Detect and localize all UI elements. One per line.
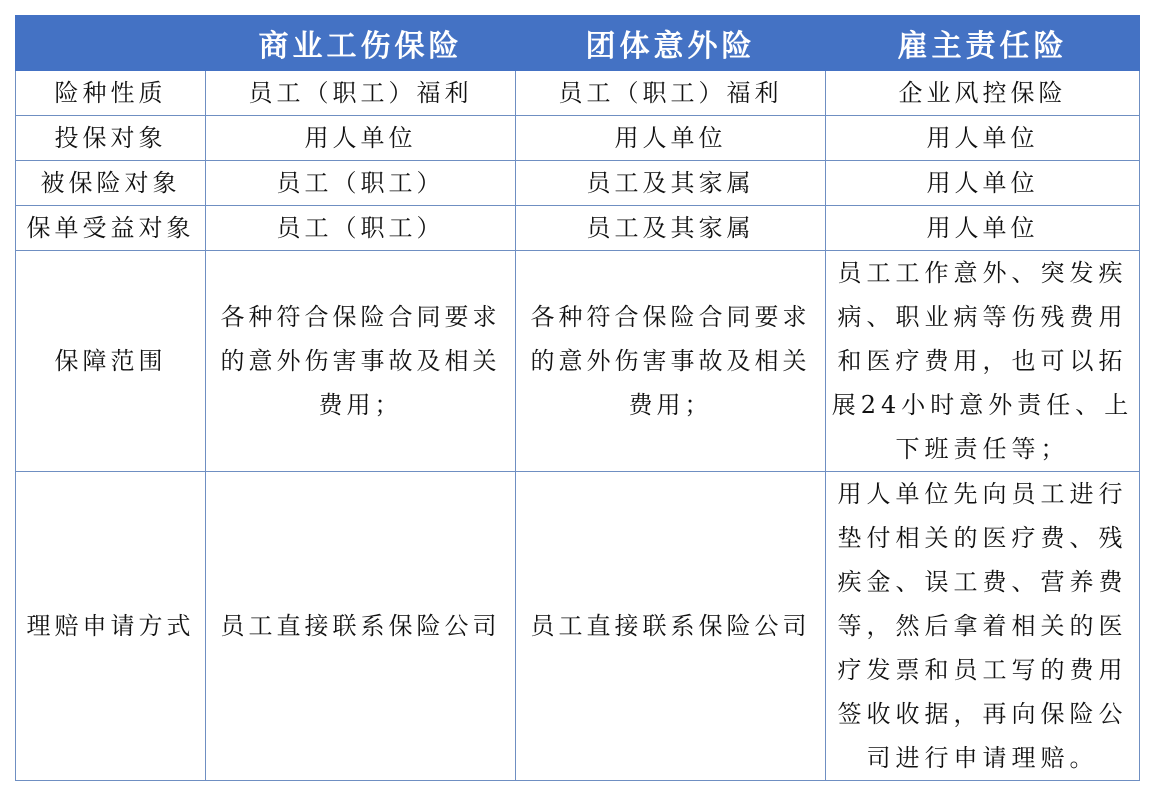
table-row (16, 161, 1140, 206)
table-cell: 用人单位 (826, 161, 1140, 206)
table-cell: 用人单位 (826, 116, 1140, 161)
row-label: 被保险对象 (16, 161, 206, 206)
row-label: 险种性质 (16, 71, 206, 116)
table-cell: 员工直接联系保险公司 (516, 472, 826, 781)
header-group-accident: 团体意外险 (516, 16, 826, 71)
table-cell: 员工（职工） (206, 206, 516, 251)
table-cell: 用人单位 (826, 206, 1140, 251)
header-blank-cell (16, 16, 206, 71)
table-cell: 员工及其家属 (516, 206, 826, 251)
table-cell: 用人单位 (516, 116, 826, 161)
table-row (16, 251, 1140, 472)
table-cell: 各种符合保险合同要求的意外伤害事故及相关费用； (206, 251, 516, 472)
table-cell: 企业风控保险 (826, 71, 1140, 116)
row-label: 投保对象 (16, 116, 206, 161)
table-cell: 各种符合保险合同要求的意外伤害事故及相关费用； (516, 251, 826, 472)
table-cell: 员工（职工） (206, 161, 516, 206)
row-label: 保障范围 (16, 251, 206, 472)
comparison-table-container (15, 15, 1140, 781)
table-row (16, 206, 1140, 251)
table-cell: 员工直接联系保险公司 (206, 472, 516, 781)
header-employer-liability: 雇主责任险 (826, 16, 1140, 71)
table-cell: 用人单位先向员工进行垫付相关的医疗费、残疾金、误工费、营养费等，然后拿着相关的医疗发票和员工写的费用签收收据，再向保险公司进行申请理赔。 (826, 472, 1140, 781)
table-cell: 员工（职工）福利 (206, 71, 516, 116)
table-cell: 员工（职工）福利 (516, 71, 826, 116)
header-row (16, 16, 1140, 71)
row-label: 保单受益对象 (16, 206, 206, 251)
table-row (16, 472, 1140, 781)
table-cell: 员工及其家属 (516, 161, 826, 206)
row-label: 理赔申请方式 (16, 472, 206, 781)
insurance-comparison-table (15, 15, 1140, 781)
header-commercial-injury: 商业工伤保险 (206, 16, 516, 71)
table-row (16, 116, 1140, 161)
table-cell: 员工工作意外、突发疾病、职业病等伤残费用和医疗费用，也可以拓展24小时意外责任、上下班责任等； (826, 251, 1140, 472)
table-cell: 用人单位 (206, 116, 516, 161)
table-row (16, 71, 1140, 116)
